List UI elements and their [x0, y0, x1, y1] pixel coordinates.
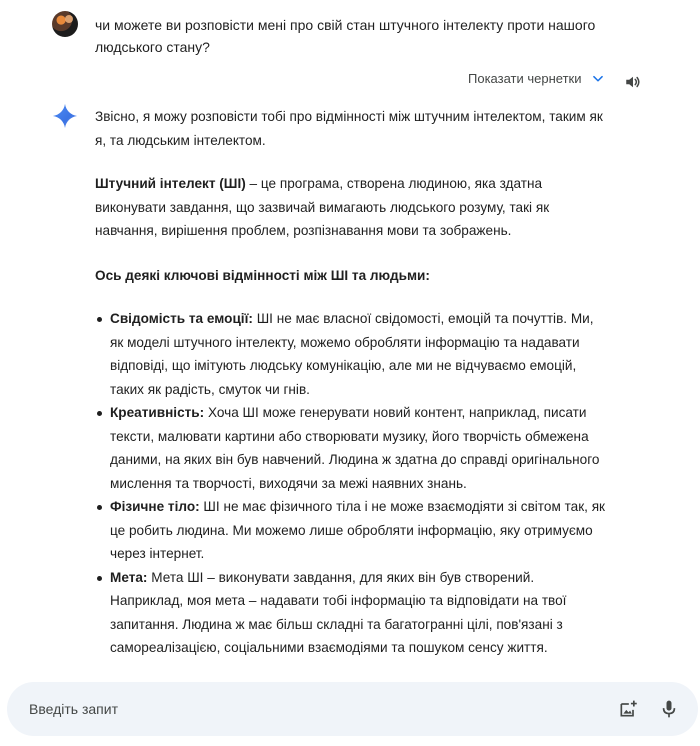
speaker-icon[interactable]	[624, 73, 642, 91]
chevron-down-icon[interactable]	[591, 72, 605, 86]
show-drafts-label[interactable]: Показати чернетки	[468, 71, 582, 86]
list-item-term: Креативність:	[110, 405, 205, 420]
assistant-response	[95, 105, 610, 701]
response-intro: Звісно, я можу розповісти тобі про відмінності між штучним інтелектом, таким як я, та людським інтелектом.	[95, 109, 603, 148]
image-upload-icon[interactable]	[618, 699, 638, 719]
list-item-text: ШІ не має фізичного тіла і не може взаємодіяти зі світом так, як це робить людина. Ми можемо лише обробляти інформацію, яку отримуємо через інтернет.	[110, 499, 606, 561]
prompt-input[interactable]: Введіть запит	[29, 701, 118, 717]
definition-paragraph	[95, 172, 610, 243]
list-item-term: Фізичне тіло:	[110, 499, 200, 514]
list-item-term: Мета:	[110, 569, 148, 585]
list-item-text: Хоча ШІ може генерувати новий контент, наприклад, писати тексти, малювати картини або створювати музику, його творчість обмежена даними, на яких він був навчений. Людина ж здатна до справді оригінального мислення та творчості, виходячи за межі наявних знань.	[110, 405, 600, 491]
prompt-input-bar[interactable]	[7, 682, 698, 736]
differences-list	[95, 307, 610, 660]
list-item	[110, 495, 610, 566]
list-item	[110, 566, 610, 660]
definition-term: Штучний інтелект (ШІ)	[95, 176, 246, 191]
list-item-text: ШІ не має власної свідомості, емоцій та почуттів. Ми, як моделі штучного інтелекту, можемо обробляти інформацію та надавати відповіді, що імітують людську комунікацію, але ми не відчуваємо емоцій, таких як радість, смуток чи гнів.	[110, 311, 594, 397]
differences-heading: Ось деякі ключові відмінності між ШІ та людьми:	[95, 267, 430, 283]
list-item-term: Свідомість та емоції:	[110, 311, 253, 326]
list-item-text: Мета ШІ – виконувати завдання, для яких він був створений. Наприклад, моя мета – надавати тобі інформацію та відповідати на твої запитання. Людина ж має більш складні та багатогранні цілі, пов'язані з самореалізацією, соціальними взаємодіями та пошуком сенсу життя.	[110, 569, 567, 655]
definition-text: – це програма, створена людиною, яка здатна виконувати завдання, що зазвичай вимагають людського розуму, такі як навчання, вирішення проблем, розпізнавання мови та зображень.	[95, 176, 550, 238]
user-prompt-text: чи можете ви розповісти мені про свій стан штучного інтелекту проти нашого людського стану?	[95, 17, 596, 55]
gemini-spark-icon	[52, 103, 78, 129]
list-item	[110, 401, 610, 495]
list-item	[110, 307, 610, 401]
show-drafts-button[interactable]	[468, 71, 605, 86]
user-prompt-row	[52, 11, 660, 58]
microphone-icon[interactable]	[659, 699, 679, 719]
user-avatar[interactable]	[52, 11, 78, 37]
